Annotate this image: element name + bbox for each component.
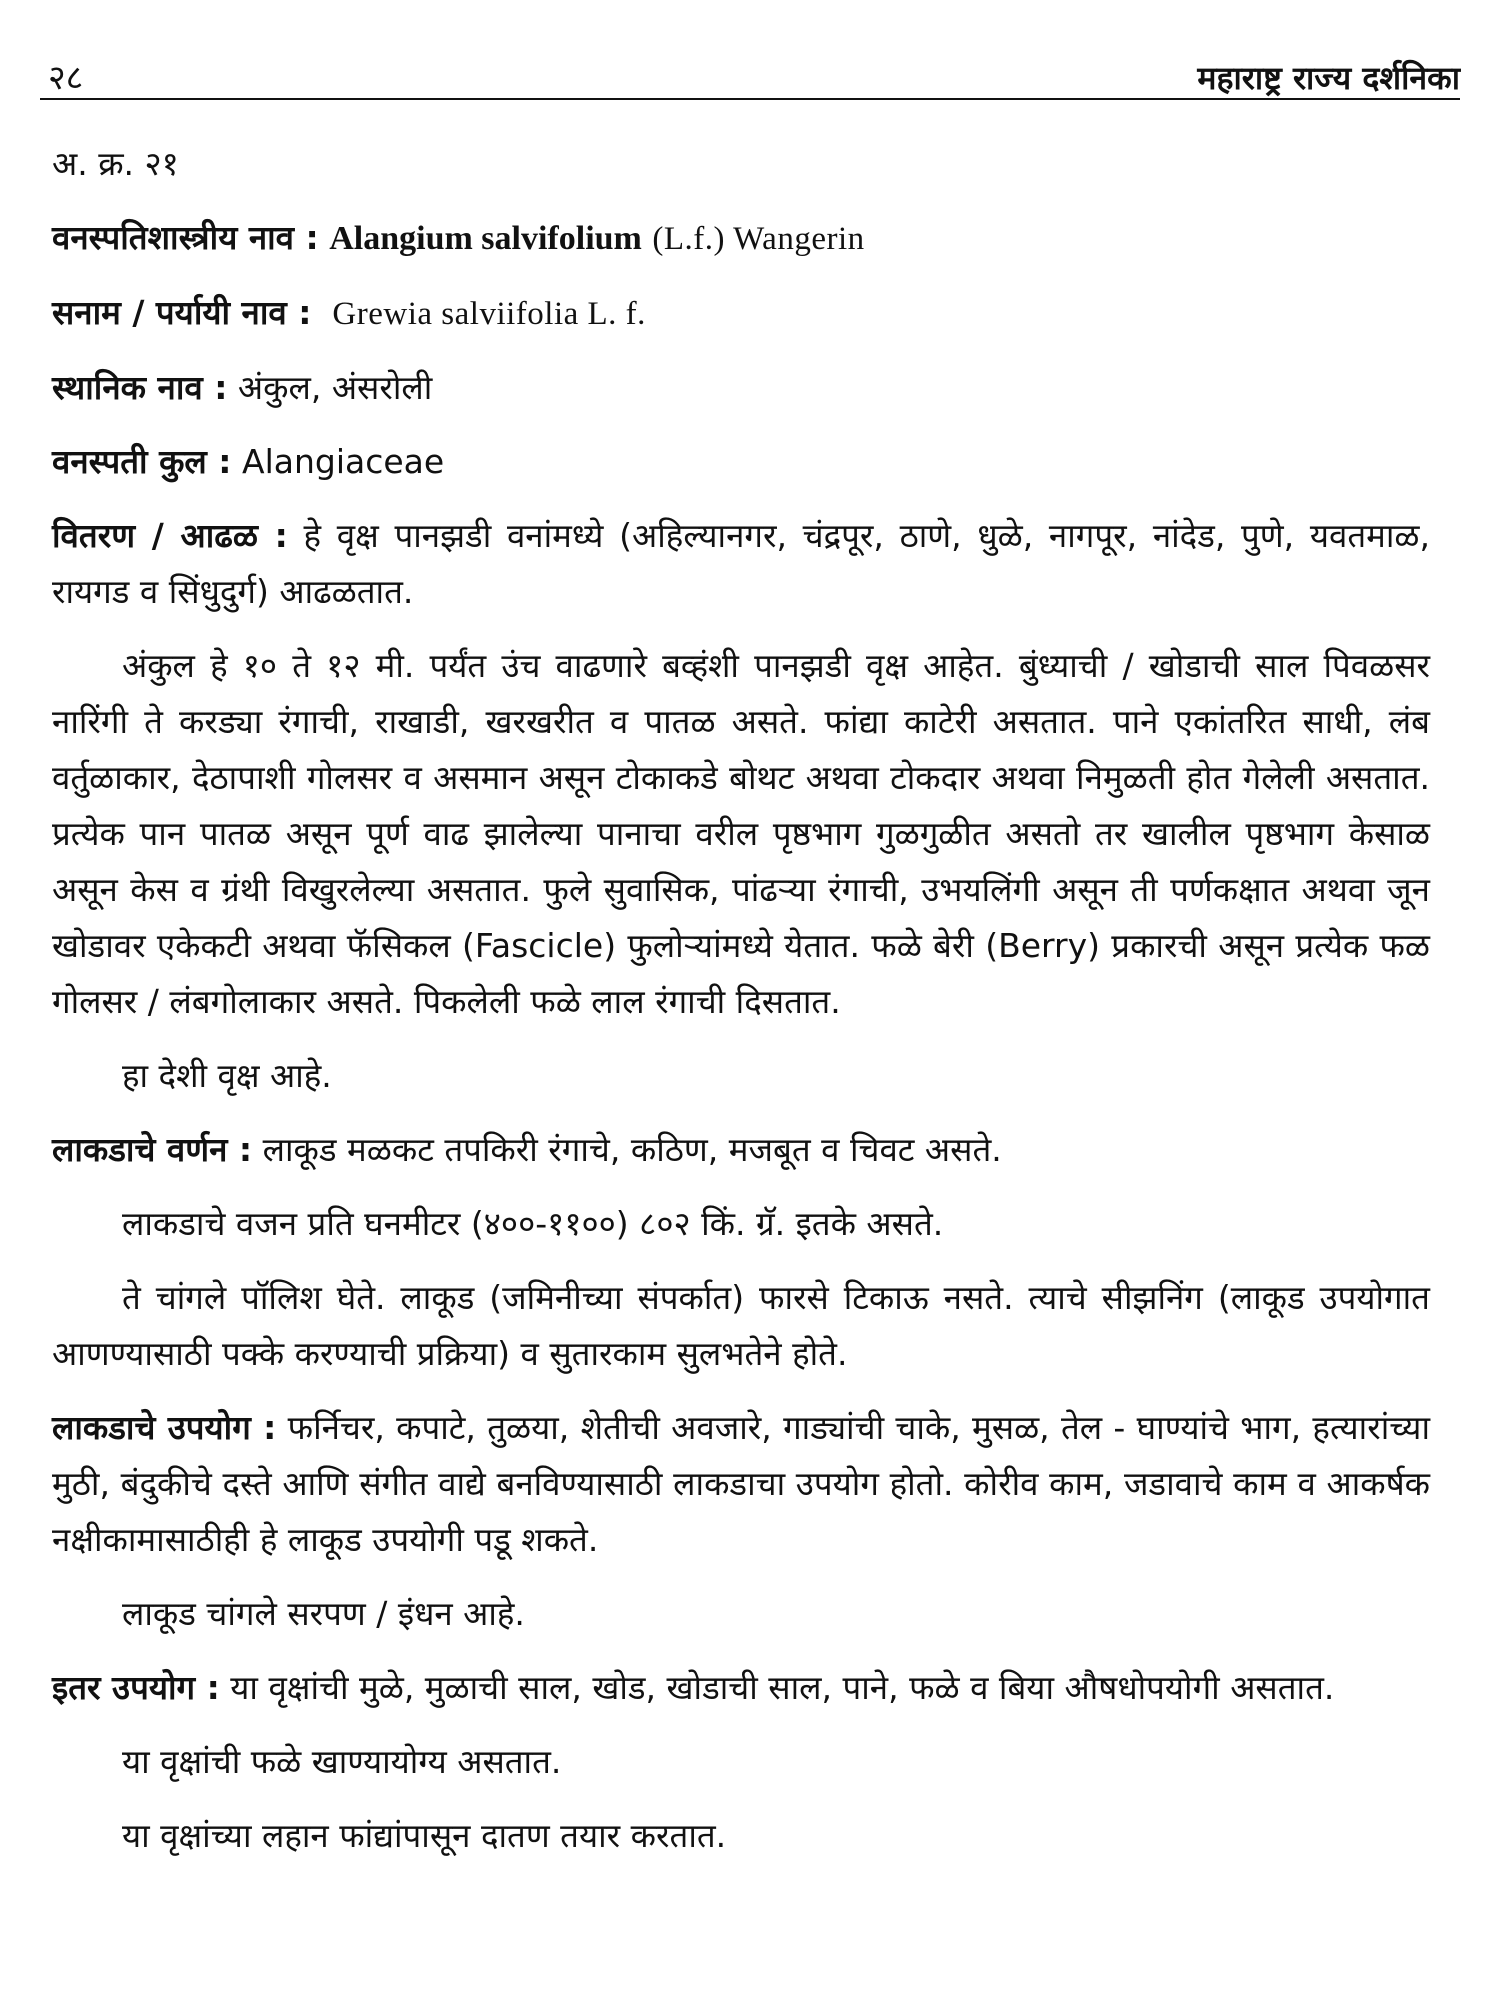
botanical-authority: (L.f.) Wangerin <box>652 221 865 257</box>
wood-description-value: लाकूड मळकट तपकिरी रंगाचे, कठिण, मजबूत व चिवट असते. <box>262 1130 1002 1169</box>
description-paragraph: अंकुल हे १० ते १२ मी. पर्यंत उंच वाढणारे बव्हंशी पानझडी वृक्ष आहेत. बुंध्याची / खोडाची साल पिवळसर नारिंगी ते करड्या रंगाची, राखाडी, खरखरीत व पातळ असते. फांद्या काटेरी असतात. पाने एकांतरित साधी, लंब वर्तुळाकार, देठापाशी गोलसर व असमान असून टोकाकडे बोथट अथवा टोकदार अथवा निमुळती होत गेलेली असतात. प्रत्येक पान पातळ असून पूर्ण वाढ झालेल्या पानाचा वरील पृष्ठभाग गुळगुळीत असतो तर खालील पृष्ठभाग केसाळ असून केस व ग्रंथी विखुरलेल्या असतात. फुले सुवासिक, पांढऱ्या रंगाची, उभयलिंगी असून ती पर्णकक्षात अथवा जून खोडावर एकेकटी अथवा फॅसिकल (Fascicle) फुलोऱ्यांमध्ये येतात. फळे बेरी (Berry) प्रकारची असून प्रत्येक फळ गोलसर / लंबगोलाकार असते. पिकलेली फळे लाल रंगाची दिसतात. <box>52 646 1430 1021</box>
edible-note: या वृक्षांची फळे खाण्यायोग्य असतात. <box>122 1742 562 1781</box>
wood-uses-label: लाकडाचे उपयोग : <box>52 1408 277 1447</box>
native-note: हा देशी वृक्ष आहे. <box>122 1056 332 1095</box>
wood-uses-field <box>52 1400 1430 1568</box>
local-name-field <box>52 360 1430 416</box>
distribution-field <box>52 508 1430 620</box>
other-uses-value: या वृक्षांची मुळे, मुळाची साल, खोड, खोडाची साल, पाने, फळे व बिया औषधोपयोगी असतात. <box>230 1668 1335 1707</box>
page-content <box>52 136 1430 1864</box>
wood-uses-value: फर्निचर, कपाटे, तुळया, शेतीची अवजारे, गाड्यांची चाके, मुसळ, तेल - घाण्यांचे भाग, हत्यारांच्या मुठी, बंदुकीचे दस्ते आणि संगीत वाद्ये बनविण्यासाठी लाकडाचा उपयोग होतो. कोरीव काम, जडावाचे काम व आकर्षक नक्षीकामासाठीही हे लाकूड उपयोगी पडू शकते. <box>52 1408 1430 1559</box>
family-field <box>52 434 1430 490</box>
botanical-name-label: वनस्पतिशास्त्रीय नाव : <box>52 218 319 257</box>
distribution-value: हे वृक्ष पानझडी वनांमध्ये (अहिल्यानगर, चंद्रपूर, ठाणे, धुळे, नागपूर, नांदेड, पुणे, यवतमाळ, रायगड व सिंधुदुर्ग) आढळतात. <box>52 516 1430 611</box>
wood-polish-paragraph: ते चांगले पॉलिश घेते. लाकूड (जमिनीच्या संपर्कात) फारसे टिकाऊ नसते. त्याचे सीझनिंग (लाकूड उपयोगात आणण्यासाठी पक्के करण्याची प्रक्रिया) व सुतारकाम सुलभतेने होते. <box>52 1278 1430 1373</box>
botanical-name-field <box>52 210 1430 267</box>
synonym-field <box>52 285 1430 342</box>
page-number: २८ <box>48 58 84 98</box>
synonym-label: सनाम / पर्यायी नाव : <box>52 293 312 332</box>
botanical-name-value: Alangium salvifolium <box>329 220 642 257</box>
datun-note: या वृक्षांच्या लहान फांद्यांपासून दातण तयार करतात. <box>122 1816 727 1855</box>
page-header <box>40 52 1460 100</box>
distribution-label: वितरण / आढळ : <box>52 516 288 555</box>
family-label: वनस्पती कुल : <box>52 442 232 481</box>
other-uses-label: इतर उपयोग : <box>52 1668 220 1707</box>
local-name-value: अंकुल, अंसरोली <box>237 368 433 407</box>
other-uses-field <box>52 1660 1430 1716</box>
serial-number: अ. क्र. २१ <box>52 144 179 183</box>
wood-description-label: लाकडाचे वर्णन : <box>52 1130 253 1169</box>
wood-description-field <box>52 1122 1430 1178</box>
local-name-label: स्थानिक नाव : <box>52 368 228 407</box>
synonym-value: Grewia salviifolia L. f. <box>332 296 646 332</box>
fuel-note: लाकूड चांगले सरपण / इंधन आहे. <box>122 1594 525 1633</box>
family-value: Alangiaceae <box>242 442 445 481</box>
running-title: महाराष्ट्र राज्य दर्शनिका <box>1197 59 1460 97</box>
wood-weight-note: लाकडाचे वजन प्रति घनमीटर (४००-११००) ८०२ किं. ग्रॅ. इतके असते. <box>122 1204 944 1243</box>
